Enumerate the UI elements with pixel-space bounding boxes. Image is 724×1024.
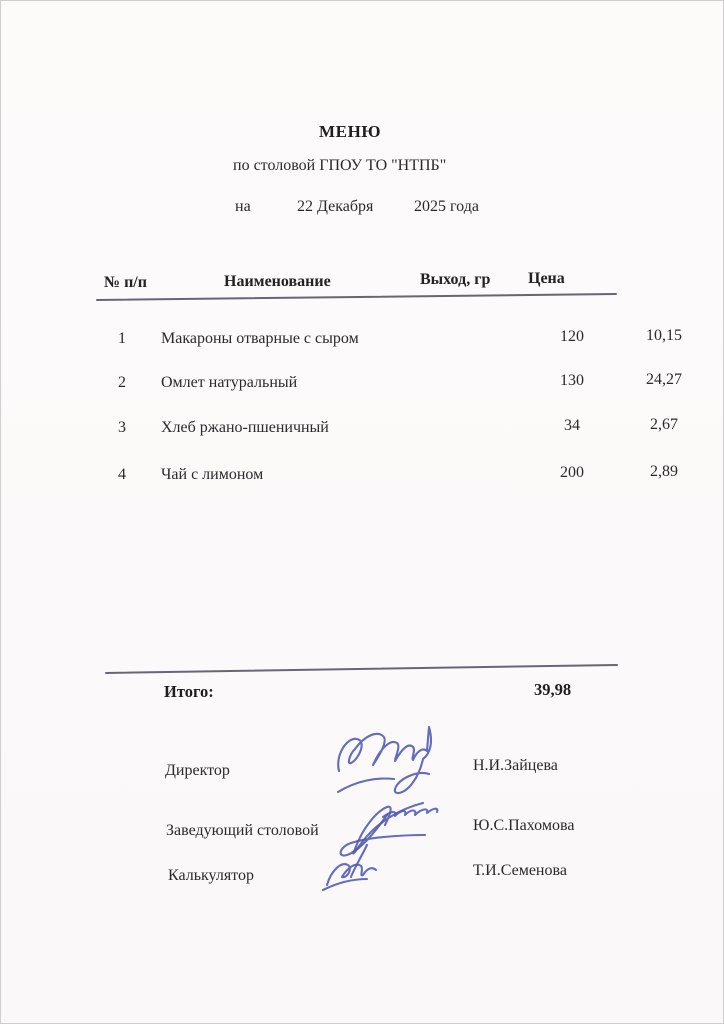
col-header-price: Цена <box>528 270 565 287</box>
signature-name-calculator: Т.И.Семенова <box>473 862 567 879</box>
date-year: 2025 года <box>414 198 479 215</box>
col-header-number: № п/п <box>104 274 147 291</box>
item-name: Чай с лимоном <box>161 466 264 483</box>
table-row <box>111 463 724 484</box>
item-price: 24,27 <box>646 371 682 388</box>
item-output: 200 <box>560 464 584 481</box>
item-name: Хлеб ржано-пшеничный <box>161 419 329 436</box>
date-value: 22 Декабря <box>297 198 374 215</box>
item-output: 34 <box>564 417 580 434</box>
item-price: 10,15 <box>646 327 682 344</box>
total-rule <box>105 664 618 674</box>
signature-name-canteen-manager: Ю.С.Пахомова <box>473 817 575 834</box>
col-header-output: Выход, гр <box>420 271 491 288</box>
table-row <box>111 371 724 392</box>
row-number: 1 <box>118 330 126 347</box>
item-name: Макароны отварные с сыром <box>161 330 359 347</box>
signature-name-director: Н.И.Зайцева <box>473 757 558 774</box>
table-row <box>111 327 724 348</box>
signature-role-canteen-manager: Заведующий столовой <box>166 822 319 839</box>
director-signature-scribble <box>338 727 431 793</box>
row-number: 2 <box>118 374 126 391</box>
signature-role-director: Директор <box>165 762 230 779</box>
total-label: Итого: <box>164 682 214 701</box>
table-row <box>111 416 724 437</box>
calculator-signature-scribble <box>323 864 376 890</box>
total-value: 39,98 <box>534 680 572 699</box>
item-output: 130 <box>560 372 584 389</box>
item-output: 120 <box>560 328 584 345</box>
page-title: МЕНЮ <box>319 122 382 141</box>
date-prefix: на <box>235 198 251 215</box>
table-header-rule <box>96 293 617 301</box>
signature-role-calculator: Калькулятор <box>168 867 254 884</box>
item-name: Омлет натуральный <box>161 374 298 391</box>
page-subtitle: по столовой ГПОУ ТО "НТПБ" <box>233 157 447 174</box>
handwritten-signatures <box>311 719 451 904</box>
item-price: 2,89 <box>650 463 678 480</box>
row-number: 4 <box>118 466 126 483</box>
item-price: 2,67 <box>650 416 678 433</box>
col-header-name: Наименование <box>224 273 331 290</box>
date-line <box>1 198 724 218</box>
row-number: 3 <box>118 419 126 436</box>
